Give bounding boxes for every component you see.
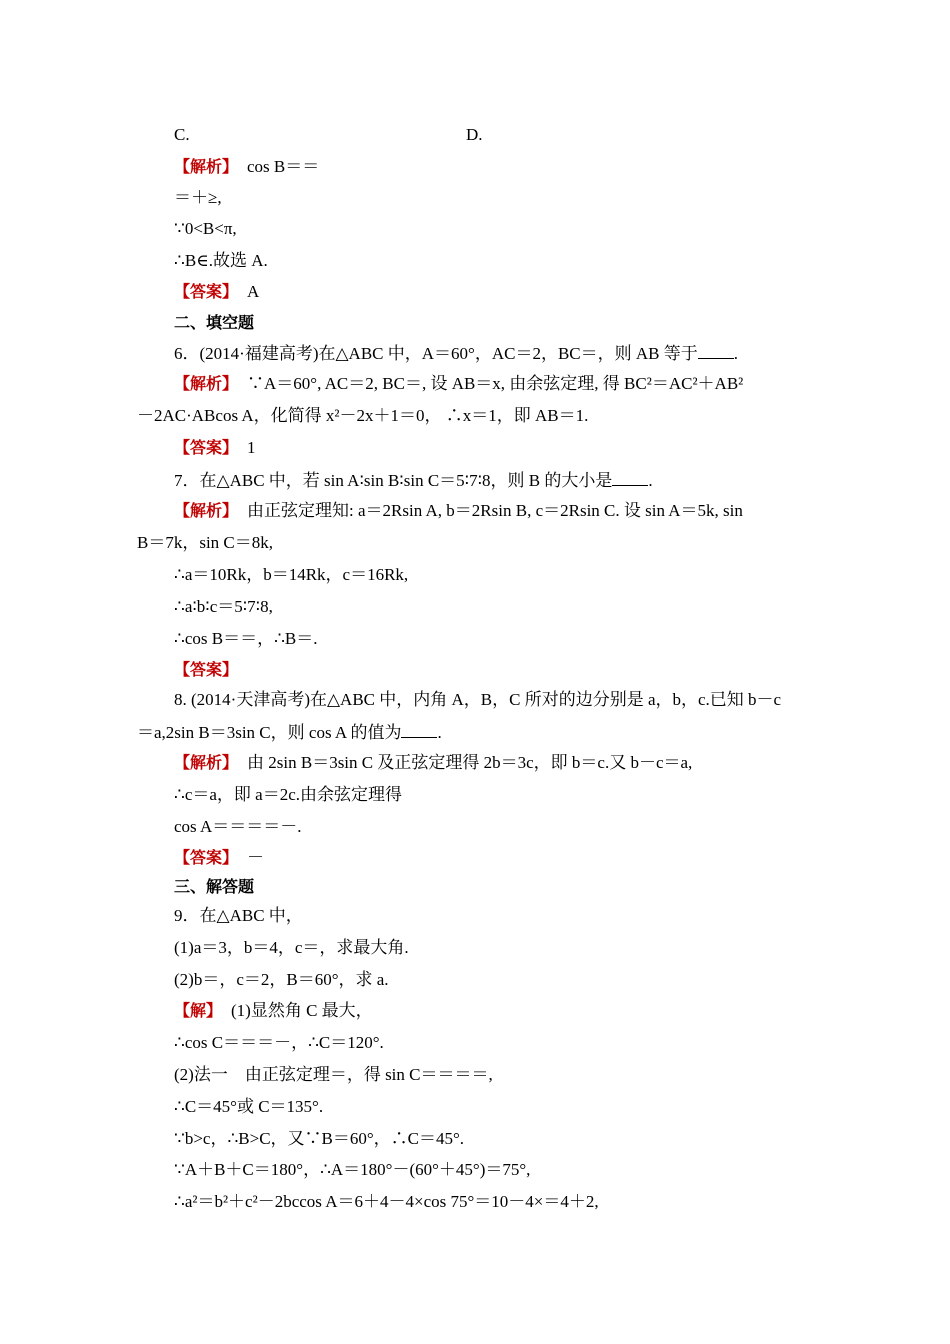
text-line: ∴C＝45°或 C＝135°. bbox=[174, 1097, 324, 1116]
answer-line bbox=[174, 659, 824, 681]
text-line: (2)法一 由正弦定理＝，得 sin C＝＝＝＝, bbox=[174, 1065, 493, 1084]
text-line: ∴a∶b∶c＝5∶7∶8, bbox=[174, 597, 273, 616]
text-line: cos A＝＝＝＝－. bbox=[174, 817, 302, 836]
text-line: ∴a²＝b²＋c²－2bccos A＝6＋4－4×cos 75°＝10－4×＝4＋2, bbox=[174, 1192, 599, 1211]
section-tag: 【答案】 bbox=[174, 282, 231, 301]
section-tag: 【解析】 bbox=[174, 157, 231, 176]
text-line: ∴a＝10Rk，b＝14Rk，c＝16Rk, bbox=[174, 565, 409, 584]
analysis-line: 【解析】 由正弦定理知: a＝2Rsin A, b＝2Rsin B, c＝2Rsin C. 设 sin A＝5k, sin bbox=[174, 501, 743, 520]
section-heading-fill-blank: 二、填空题 bbox=[174, 313, 255, 332]
option-d: D. bbox=[466, 125, 483, 144]
answer-blank bbox=[401, 721, 437, 738]
question-6: 6．(2014·福建高考)在△ABC 中，A＝60°，AC＝2，BC＝，则 AB 等于 . bbox=[174, 344, 738, 363]
option-c: C. D. bbox=[174, 125, 483, 144]
analysis-line: 【解析】 cos B＝＝ bbox=[174, 157, 320, 176]
section-tag: 【解析】 bbox=[174, 753, 231, 772]
text-line: ∴c＝a，即 a＝2c.由余弦定理得 bbox=[174, 785, 402, 804]
answer-line: 【答案】 － bbox=[174, 848, 265, 867]
answer-line: 【答案】 1 bbox=[174, 438, 256, 457]
text-line: ∴cos B＝＝，∴B＝. bbox=[174, 629, 318, 648]
text-line: ＝＋≥, bbox=[174, 188, 222, 207]
question-8: 8. (2014·天津高考)在△ABC 中，内角 A，B，C 所对的边分别是 a，b，c.已知 b－c bbox=[174, 690, 782, 709]
section-tag: 【答案】 bbox=[174, 848, 231, 867]
section-heading-solve: 三、解答题 bbox=[174, 877, 255, 896]
text-line: (2)b＝，c＝2，B＝60°，求 a. bbox=[174, 970, 389, 989]
section-tag: 【解析】 bbox=[174, 374, 231, 393]
solution-line: 【解】 (1)显然角 C 最大， bbox=[174, 1001, 373, 1020]
text-line: ∵b>c，∴B>C，又∵B＝60°，∴C＝45°. bbox=[174, 1129, 465, 1148]
question-8-cont: ＝a,2sin B＝3sin C，则 cos A 的值为 . bbox=[137, 723, 442, 742]
section-tag: 【解】 bbox=[174, 1001, 215, 1020]
section-tag: 【答案】 bbox=[174, 438, 231, 457]
text-line: ∴cos C＝＝＝－，∴C＝120°. bbox=[174, 1033, 384, 1052]
text-line: (1)a＝3，b＝4，c＝，求最大角. bbox=[174, 938, 409, 957]
section-tag: 【答案】 bbox=[174, 660, 239, 679]
text-line: ∵0<B<π, bbox=[174, 219, 237, 238]
answer-line: 【答案】 A bbox=[174, 282, 260, 301]
text-line: B＝7k，sin C＝8k, bbox=[137, 533, 274, 552]
text-line: ∴B∈.故选 A. bbox=[174, 251, 268, 270]
analysis-line: 【解析】 由 2sin B＝3sin C 及正弦定理得 2b＝3c，即 b＝c.又 b－c＝a, bbox=[174, 753, 693, 772]
question-7: 7．在△ABC 中，若 sin A∶sin B∶sin C＝5∶7∶8，则 B 的大小是 . bbox=[174, 471, 653, 490]
answer-blank bbox=[698, 342, 734, 359]
section-tag: 【解析】 bbox=[174, 501, 231, 520]
answer-blank bbox=[612, 469, 648, 486]
analysis-line: 【解析】 ∵A＝60°, AC＝2, BC＝, 设 AB＝x, 由余弦定理, 得 BC²＝AC²＋AB² bbox=[174, 374, 744, 393]
question-9: 9．在△ABC 中， bbox=[174, 906, 303, 925]
text-line: －2AC·ABcos A，化简得 x²－2x＋1＝0， ∴x＝1，即 AB＝1. bbox=[137, 406, 589, 425]
text-line: ∵A＋B＋C＝180°，∴A＝180°－(60°＋45°)＝75°, bbox=[174, 1160, 531, 1179]
